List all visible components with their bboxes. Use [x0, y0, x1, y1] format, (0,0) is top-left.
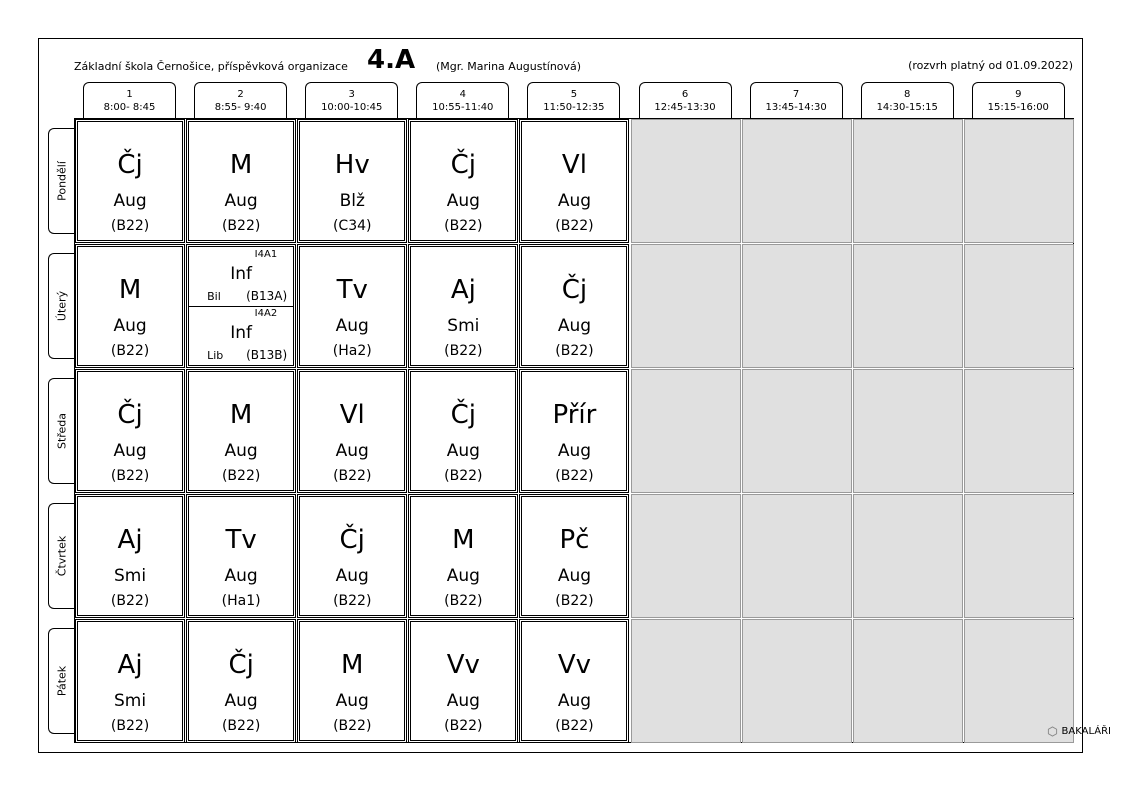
- teacher-code: Aug: [335, 441, 369, 461]
- lesson-cell: [186, 494, 296, 618]
- empty-cell: [631, 119, 741, 243]
- room: (B22): [555, 218, 594, 234]
- teacher-code: Aug: [224, 191, 258, 211]
- period-number: 2: [237, 89, 244, 100]
- teacher-code: Smi: [114, 566, 147, 586]
- period-number: 6: [681, 89, 689, 100]
- bakalari-logo: [1047, 726, 1111, 737]
- empty-cell: [964, 119, 1074, 243]
- subject: Vv: [446, 650, 480, 680]
- lesson-cell: [75, 494, 185, 618]
- lesson-cell: [75, 119, 185, 243]
- period-number: 1: [126, 89, 133, 100]
- day-name: Pátek: [55, 665, 69, 697]
- subject: Aj: [117, 650, 143, 680]
- lesson-cell: [186, 244, 296, 368]
- room: (B22): [333, 468, 372, 484]
- subject: Pč: [559, 525, 590, 555]
- group-code: I4A1: [254, 249, 278, 260]
- period-time: 12:45-13:30: [654, 102, 716, 113]
- period-header-9: [972, 82, 1065, 118]
- day-label-4: [48, 503, 75, 609]
- lesson-cell: [186, 119, 296, 243]
- subject: Aj: [117, 525, 143, 555]
- subject: Čj: [561, 275, 588, 305]
- subject: Tv: [336, 275, 368, 305]
- empty-cell: [631, 619, 741, 743]
- subject: Aj: [450, 275, 476, 305]
- subject: Tv: [225, 525, 257, 555]
- day-label-5: [48, 628, 75, 734]
- lesson-cell: [519, 244, 629, 368]
- subject: Inf: [230, 323, 253, 343]
- room: (B22): [555, 343, 594, 359]
- subject: Vl: [339, 400, 365, 430]
- teacher-code: Aug: [557, 441, 592, 461]
- teacher-code: Smi: [447, 316, 480, 336]
- period-header-3: [305, 82, 398, 118]
- room: (B22): [221, 468, 261, 484]
- teacher-code: Aug: [113, 316, 147, 336]
- period-header-7: [750, 82, 843, 118]
- teacher-code: Lib: [207, 349, 224, 362]
- period-time: 11:50-12:35: [543, 102, 605, 113]
- day-name: Pondělí: [55, 161, 69, 201]
- teacher-code: Aug: [113, 441, 147, 461]
- lesson-cell: [408, 244, 518, 368]
- period-header-5: [527, 82, 620, 118]
- empty-cell: [853, 369, 963, 493]
- room: (B13A): [246, 289, 288, 303]
- period-header-8: [861, 82, 954, 118]
- empty-cell: [742, 119, 852, 243]
- room: (Ha1): [221, 593, 261, 609]
- period-time: 10:00-10:45: [321, 102, 383, 113]
- room: (B22): [555, 593, 594, 609]
- bakalari-icon: [1047, 726, 1058, 737]
- room: (B22): [555, 718, 594, 734]
- teacher-code: Aug: [335, 566, 369, 586]
- lesson-cell: [297, 119, 407, 243]
- teacher-code: Aug: [557, 566, 592, 586]
- lesson-cell: [519, 369, 629, 493]
- room: (B22): [333, 593, 372, 609]
- period-time: 13:45-14:30: [765, 102, 827, 113]
- subject: Inf: [230, 264, 253, 284]
- class-teacher: (Mgr. Marina Augustínová): [436, 60, 582, 73]
- period-time: 8:55- 9:40: [214, 102, 267, 113]
- period-time: 10:55-11:40: [432, 102, 494, 113]
- subject: M: [452, 525, 475, 555]
- period-time: 14:30-15:15: [876, 102, 938, 113]
- room: (B22): [444, 593, 483, 609]
- teacher-code: Aug: [224, 441, 258, 461]
- subject: Čj: [228, 650, 254, 680]
- empty-cell: [742, 494, 852, 618]
- empty-cell: [964, 244, 1074, 368]
- empty-cell: [853, 119, 963, 243]
- period-number: 4: [459, 89, 466, 100]
- room: (B22): [110, 218, 150, 234]
- lesson-cell: [297, 494, 407, 618]
- lesson-cell: [297, 619, 407, 743]
- day-name: Čtvrtek: [55, 535, 69, 577]
- subject: M: [118, 275, 142, 305]
- subject: M: [229, 150, 253, 180]
- subject: M: [229, 400, 253, 430]
- empty-cell: [742, 369, 852, 493]
- lesson-cell: [408, 119, 518, 243]
- day-label-3: [48, 378, 75, 484]
- teacher-code: Blž: [339, 191, 365, 211]
- room: (B22): [110, 718, 150, 734]
- teacher-code: Aug: [446, 191, 480, 211]
- empty-cell: [964, 494, 1074, 618]
- empty-cell: [853, 244, 963, 368]
- room: (Ha2): [332, 343, 372, 359]
- empty-cell: [853, 619, 963, 743]
- room: (B13B): [246, 348, 288, 362]
- subject: Čj: [339, 525, 365, 555]
- period-time: 15:15-16:00: [987, 102, 1049, 113]
- room: (B22): [444, 343, 483, 359]
- empty-cell: [742, 619, 852, 743]
- lesson-cell: [75, 619, 185, 743]
- teacher-code: Aug: [224, 691, 258, 711]
- day-label-1: [48, 128, 75, 234]
- lesson-cell: [186, 619, 296, 743]
- teacher-code: Smi: [114, 691, 147, 711]
- lesson-cell: [186, 369, 296, 493]
- lesson-cell: [408, 369, 518, 493]
- period-number: 7: [792, 89, 800, 100]
- subject: Přír: [552, 400, 597, 430]
- period-header-2: [194, 82, 287, 118]
- period-header-6: [639, 82, 732, 118]
- room: (B22): [110, 468, 150, 484]
- class-name: 4.A: [367, 45, 416, 75]
- room: (B22): [221, 718, 261, 734]
- period-number: 9: [1015, 89, 1022, 100]
- day-name: Středa: [55, 412, 69, 450]
- subject: Vl: [561, 150, 587, 180]
- lesson-cell: [297, 244, 407, 368]
- lesson-cell: [519, 494, 629, 618]
- teacher-code: Aug: [113, 191, 147, 211]
- period-header-4: [416, 82, 509, 118]
- subject: Vv: [557, 650, 592, 680]
- subject: Čj: [117, 150, 143, 180]
- period-time: 8:00- 8:45: [103, 102, 156, 113]
- room: (B22): [555, 468, 594, 484]
- lesson-cell: [408, 619, 518, 743]
- teacher-code: Aug: [335, 316, 369, 336]
- empty-cell: [964, 619, 1074, 743]
- room: (B22): [110, 593, 150, 609]
- lesson-cell: [519, 119, 629, 243]
- period-header-1: [83, 82, 176, 118]
- room: (B22): [221, 218, 261, 234]
- teacher-code: Aug: [557, 191, 592, 211]
- period-number: 8: [904, 89, 911, 100]
- empty-cell: [631, 494, 741, 618]
- day-name: Úterý: [55, 290, 69, 322]
- room: (C34): [332, 218, 372, 234]
- day-label-2: [48, 253, 75, 359]
- subject: Čj: [450, 150, 477, 180]
- room: (B22): [444, 218, 483, 234]
- lesson-cell: [75, 369, 185, 493]
- room: (B22): [444, 718, 483, 734]
- room: (B22): [110, 343, 150, 359]
- teacher-code: Aug: [557, 691, 592, 711]
- room: (B22): [444, 468, 483, 484]
- period-number: 3: [348, 89, 355, 100]
- subject: M: [341, 650, 364, 680]
- lesson-cell: [408, 494, 518, 618]
- empty-cell: [853, 494, 963, 618]
- group-code: I4A2: [254, 308, 278, 319]
- teacher-code: Aug: [446, 566, 480, 586]
- group-lesson: [189, 306, 293, 365]
- empty-cell: [631, 244, 741, 368]
- teacher-code: Aug: [446, 441, 480, 461]
- subject: Čj: [450, 400, 477, 430]
- logo-text: BAKALÁŘI: [1061, 726, 1111, 737]
- teacher-code: Aug: [224, 566, 258, 586]
- empty-cell: [742, 244, 852, 368]
- subject: Čj: [117, 400, 143, 430]
- valid-from: (rozvrh platný od 01.09.2022): [908, 59, 1073, 72]
- lesson-cell: [519, 619, 629, 743]
- school-name: Základní škola Černošice, příspěvková organizace: [74, 60, 348, 73]
- timetable-grid: [74, 118, 1074, 743]
- empty-cell: [964, 369, 1074, 493]
- lesson-cell: [297, 369, 407, 493]
- room: (B22): [333, 718, 372, 734]
- empty-cell: [631, 369, 741, 493]
- subject: Hv: [334, 150, 370, 180]
- group-lesson: [189, 247, 293, 307]
- teacher-code: Aug: [446, 691, 480, 711]
- period-number: 5: [570, 89, 578, 100]
- teacher-code: Bil: [207, 290, 221, 303]
- teacher-code: Aug: [335, 691, 369, 711]
- teacher-code: Aug: [557, 316, 592, 336]
- lesson-cell: [75, 244, 185, 368]
